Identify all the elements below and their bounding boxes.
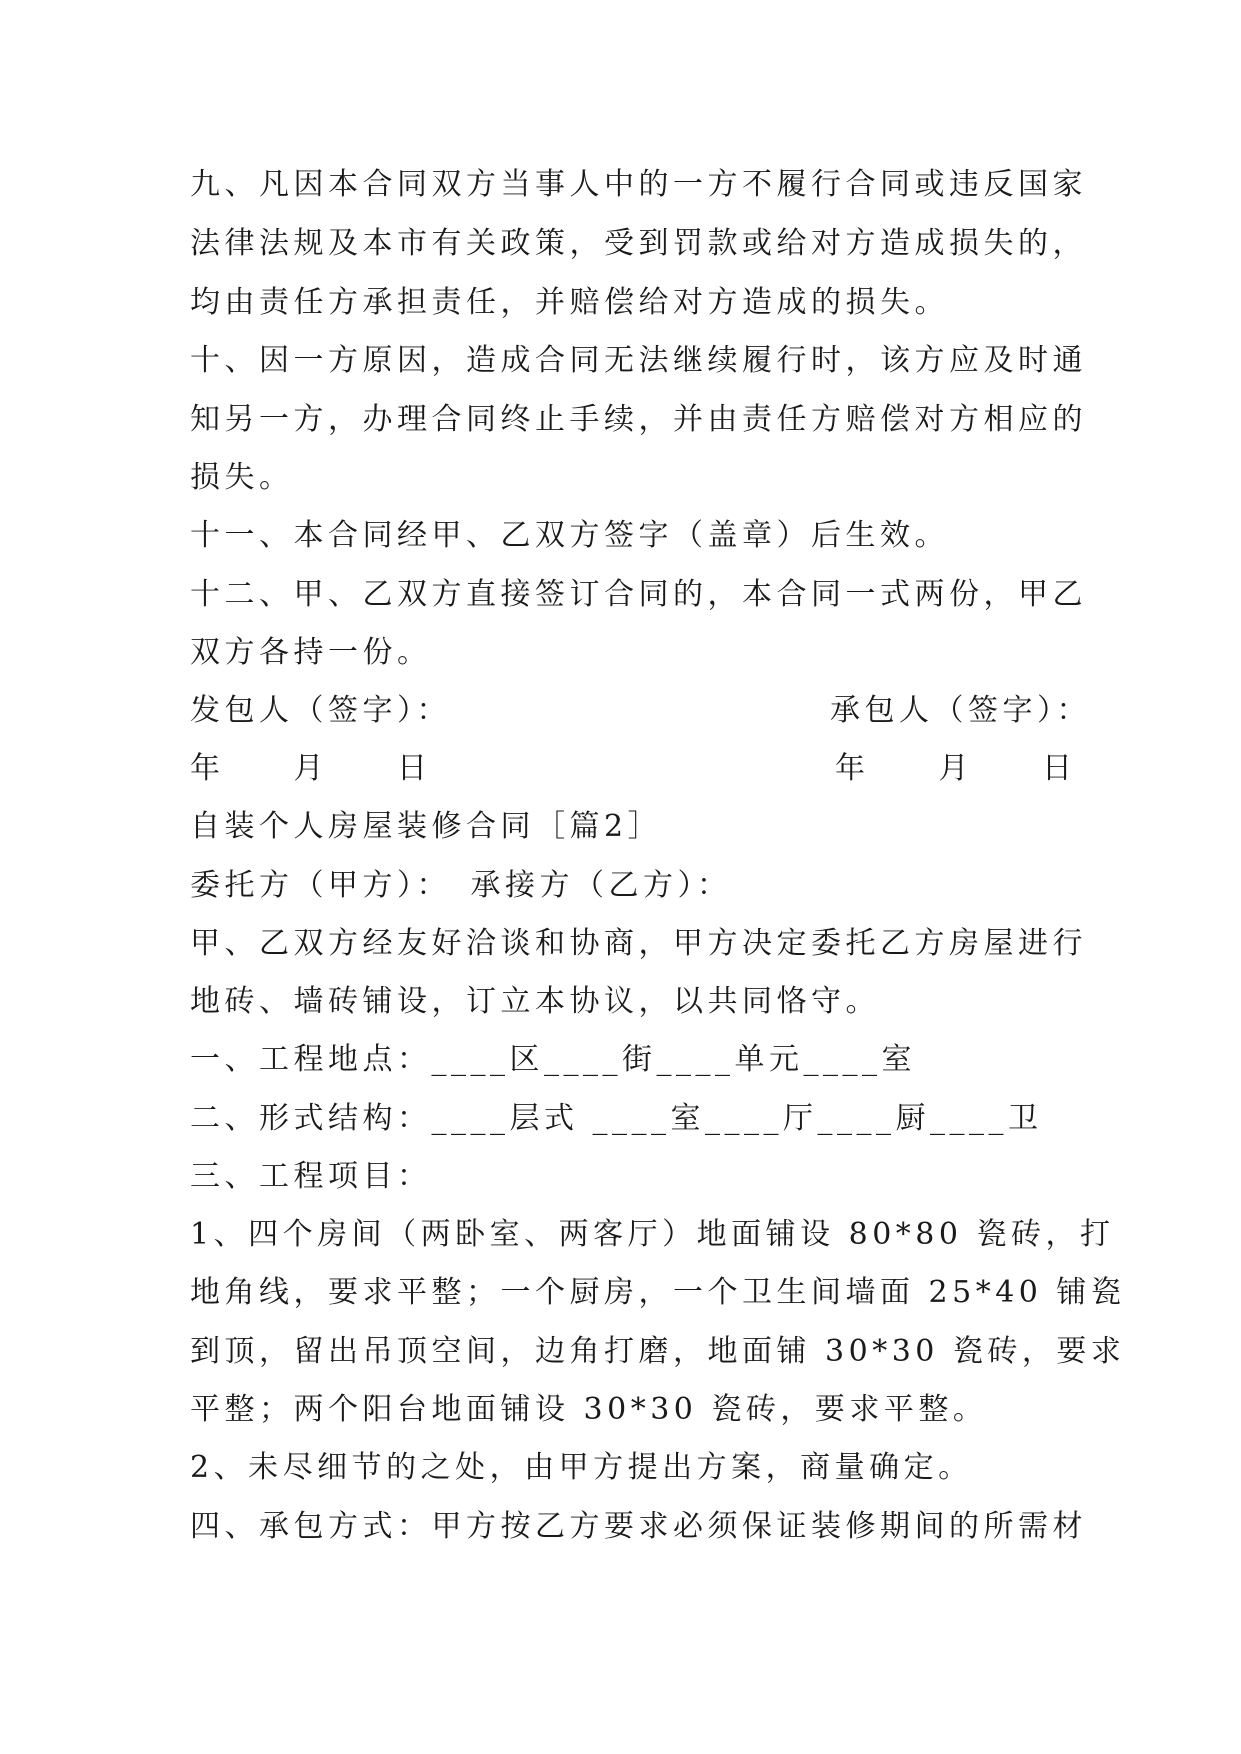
paragraph-line: 十二、甲、乙双方直接签订合同的，本合同一式两份，甲乙 [190, 577, 1087, 612]
paragraph-line: 法律法规及本市有关政策，受到罚款或给对方造成损失的， [190, 226, 1087, 261]
paragraph-line: 地角线，要求平整；一个厨房，一个卫生间墙面 25*40 铺瓷 [190, 1275, 1126, 1310]
paragraph-line: 委托方（甲方）： 承接方（乙方）： [190, 868, 732, 903]
paragraph-line: 知另一方，办理合同终止手续，并由责任方赔偿对方相应的 [190, 402, 1087, 437]
paragraph-line: 十一、本合同经甲、乙双方签字（盖章）后生效。 [190, 518, 949, 553]
paragraph-line: 双方各持一份。 [190, 635, 432, 670]
paragraph-line: 均由责任方承担责任，并赔偿给对方造成的损失。 [190, 285, 949, 320]
paragraph-line: 二、形式结构：____层式 ____室____厅____厨____卫 [190, 1101, 1043, 1136]
paragraph-line: 损失。 [190, 460, 294, 495]
paragraph-line: 三、工程项目： [190, 1159, 432, 1194]
signature-date-right: 年 月 日 [835, 751, 1077, 786]
signature-date-left: 年 月 日 [190, 751, 432, 786]
paragraph-line: 平整；两个阳台地面铺设 30*30 瓷砖，要求平整。 [190, 1392, 988, 1427]
paragraph-line: 九、凡因本合同双方当事人中的一方不履行合同或违反国家 [190, 167, 1087, 202]
paragraph-line: 四、承包方式：甲方按乙方要求必须保证装修期间的所需材 [190, 1509, 1087, 1544]
paragraph-line: 1、四个房间（两卧室、两客厅）地面铺设 80*80 瓷砖，打 [190, 1217, 1115, 1252]
section-title: 自装个人房屋装修合同［篇2］ [190, 809, 663, 844]
paragraph-line: 一、工程地点：____区____街____单元____室 [190, 1042, 916, 1077]
signature-label-left: 发包人（签字）： [190, 693, 451, 728]
paragraph-line: 到顶，留出吊顶空间，边角打磨，地面铺 30*30 瓷砖，要求 [190, 1334, 1126, 1369]
signature-label-right: 承包人（签字）： [830, 693, 1091, 728]
paragraph-line: 十、因一方原因，造成合同无法继续履行时，该方应及时通 [190, 343, 1087, 378]
paragraph-line: 2、未尽细节的之处，由甲方提出方案，商量确定。 [190, 1450, 973, 1485]
paragraph-line: 地砖、墙砖铺设，订立本协议，以共同恪守。 [190, 984, 880, 1019]
paragraph-line: 甲、乙双方经友好洽谈和协商，甲方决定委托乙方房屋进行 [190, 926, 1087, 961]
